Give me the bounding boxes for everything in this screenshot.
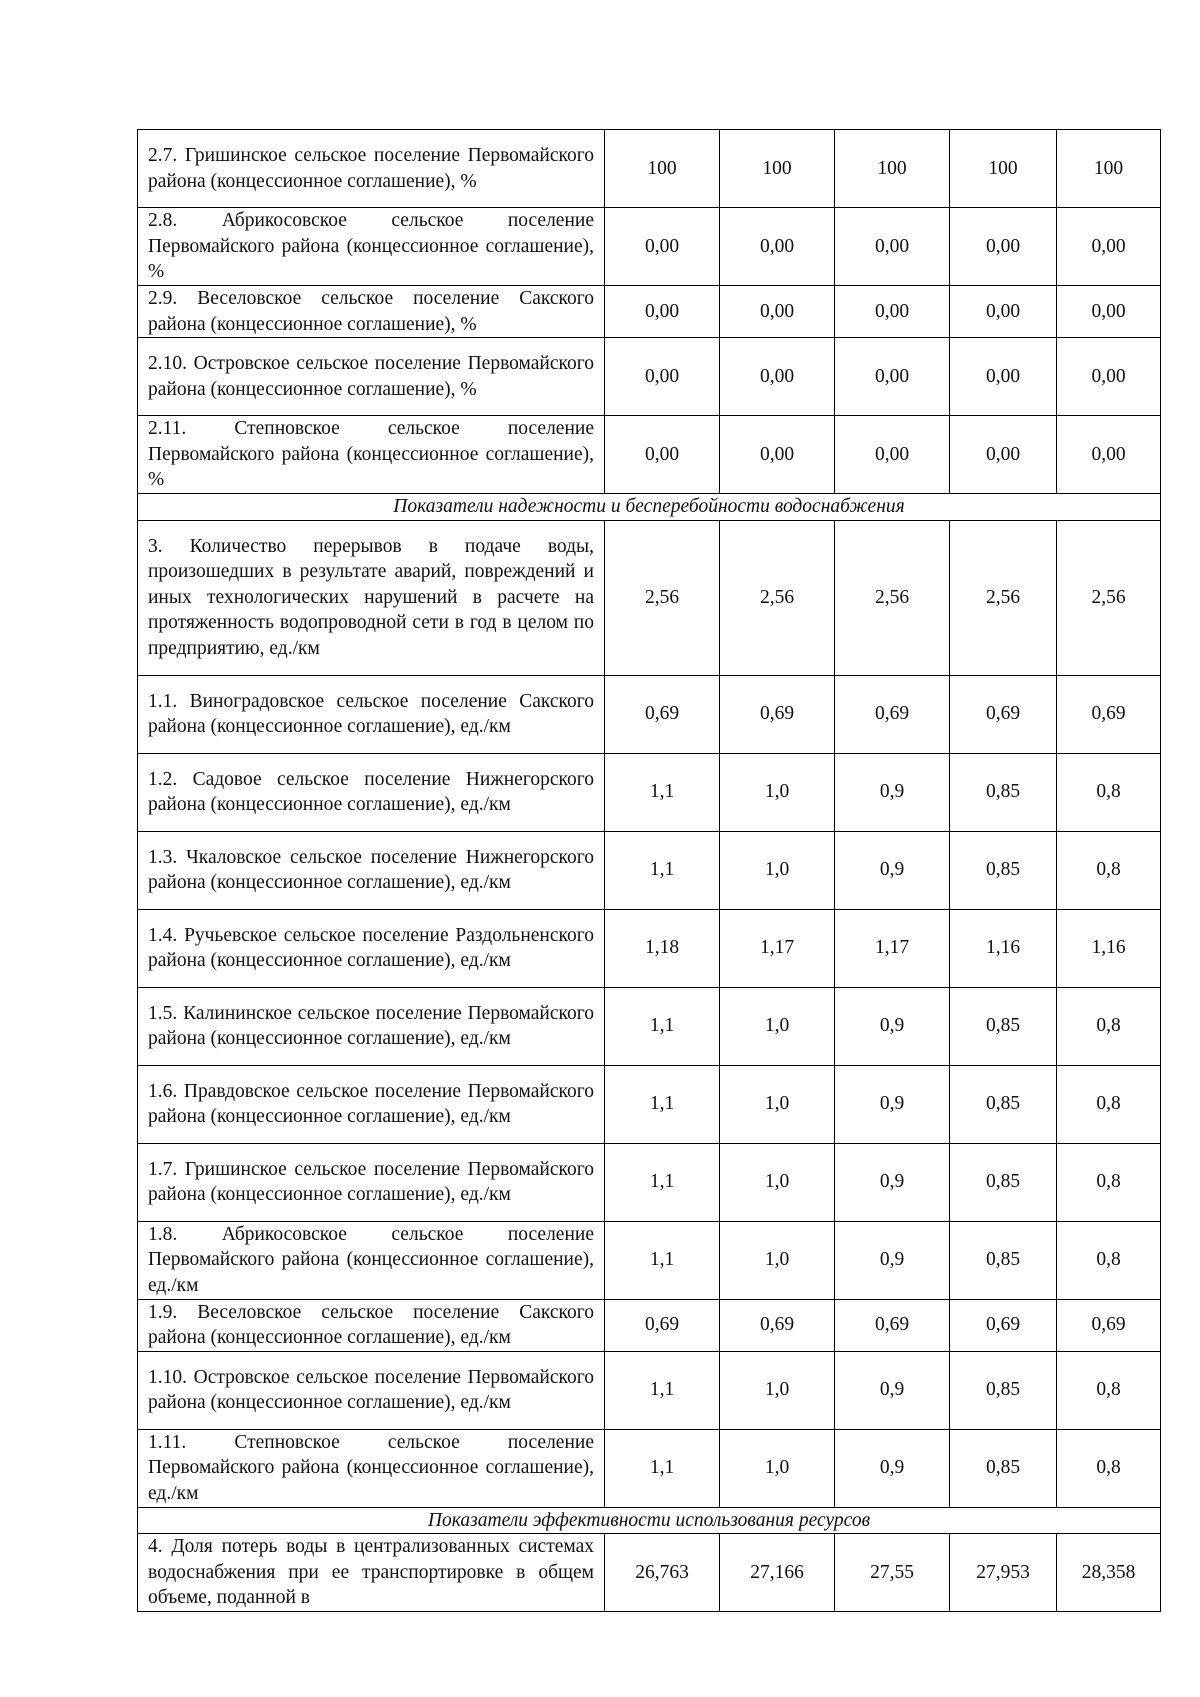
indicator-value-5: 1,16 [1057,909,1161,987]
indicator-value-4: 0,85 [950,1065,1057,1143]
indicator-value-3: 0,9 [835,1221,950,1299]
indicator-description: 2.10. Островское сельское поселение Первомайского района (концессионное соглашение), % [138,338,605,416]
indicators-table-body [138,130,1161,1612]
indicator-value-4: 0,00 [950,338,1057,416]
indicator-value-3: 0,00 [835,208,950,286]
indicator-value-1: 0,00 [605,416,720,494]
indicator-value-3: 0,00 [835,286,950,338]
table-row [138,416,1161,494]
indicator-value-2: 1,0 [720,753,835,831]
indicator-description: 1.3. Чкаловское сельское поселение Нижнегорского района (концессионное соглашение), ед./км [138,831,605,909]
indicator-description: 1.7. Гришинское сельское поселение Первомайского района (концессионное соглашение), ед./км [138,1143,605,1221]
indicator-value-5: 0,00 [1057,416,1161,494]
indicator-value-1: 1,1 [605,1221,720,1299]
indicator-value-3: 0,00 [835,416,950,494]
table-row [138,286,1161,338]
indicator-value-4: 27,953 [950,1534,1057,1612]
indicator-value-2: 2,56 [720,520,835,675]
indicator-value-2: 0,00 [720,208,835,286]
indicator-value-5: 0,8 [1057,1221,1161,1299]
table-row [138,1065,1161,1143]
indicator-value-5: 0,00 [1057,338,1161,416]
indicator-value-5: 0,69 [1057,675,1161,753]
indicator-value-4: 0,85 [950,1143,1057,1221]
indicator-value-1: 1,18 [605,909,720,987]
indicator-value-5: 100 [1057,130,1161,208]
indicators-table [137,129,1161,1612]
indicator-value-5: 2,56 [1057,520,1161,675]
indicator-description: 1.4. Ручьевское сельское поселение Раздольненского района (концессионное соглашение), ед./км [138,909,605,987]
table-row [138,1143,1161,1221]
indicator-value-3: 0,9 [835,1351,950,1429]
indicator-value-1: 0,69 [605,675,720,753]
table-row [138,130,1161,208]
indicator-value-5: 0,8 [1057,1065,1161,1143]
table-row [138,1429,1161,1507]
indicator-value-1: 26,763 [605,1534,720,1612]
indicator-value-2: 1,0 [720,1221,835,1299]
indicator-value-1: 1,1 [605,987,720,1065]
indicator-value-2: 0,69 [720,675,835,753]
indicator-value-3: 100 [835,130,950,208]
indicator-value-1: 0,00 [605,286,720,338]
table-row [138,1299,1161,1351]
indicator-value-2: 0,69 [720,1299,835,1351]
section-title: Показатели надежности и бесперебойности водоснабжения [138,494,1161,521]
indicator-value-2: 1,0 [720,1065,835,1143]
indicator-description: 2.9. Веселовское сельское поселение Сакского района (концессионное соглашение), % [138,286,605,338]
indicator-value-4: 0,85 [950,1429,1057,1507]
indicator-value-3: 0,9 [835,1065,950,1143]
indicator-value-3: 0,69 [835,1299,950,1351]
indicator-value-4: 0,85 [950,1221,1057,1299]
table-row [138,208,1161,286]
indicator-value-1: 1,1 [605,753,720,831]
table-row [138,1221,1161,1299]
indicator-description: 2.8. Абрикосовское сельское поселение Первомайского района (концессионное соглашение), % [138,208,605,286]
indicator-value-1: 2,56 [605,520,720,675]
indicator-value-3: 1,17 [835,909,950,987]
indicator-value-2: 0,00 [720,338,835,416]
indicator-value-5: 0,00 [1057,208,1161,286]
table-row [138,1534,1161,1612]
indicator-value-5: 0,69 [1057,1299,1161,1351]
table-row [138,520,1161,675]
indicator-value-3: 27,55 [835,1534,950,1612]
table-row [138,753,1161,831]
indicator-value-3: 0,9 [835,753,950,831]
table-row [138,987,1161,1065]
table-row [138,1351,1161,1429]
indicator-value-3: 0,9 [835,987,950,1065]
indicator-description: 4. Доля потерь воды в централизованных системах водоснабжения при ее транспортировке в общем объеме, поданной в [138,1534,605,1612]
indicator-value-3: 2,56 [835,520,950,675]
indicator-value-4: 0,69 [950,1299,1057,1351]
indicator-value-2: 100 [720,130,835,208]
indicator-description: 1.1. Виноградовское сельское поселение Сакского района (концессионное соглашение), ед./км [138,675,605,753]
indicator-value-3: 0,00 [835,338,950,416]
indicator-value-1: 100 [605,130,720,208]
indicator-value-4: 0,85 [950,831,1057,909]
table-row [138,831,1161,909]
indicator-value-2: 1,0 [720,1429,835,1507]
indicator-value-1: 1,1 [605,1429,720,1507]
indicator-value-2: 1,0 [720,1143,835,1221]
section-title: Показатели эффективности использования ресурсов [138,1507,1161,1534]
indicator-value-3: 0,9 [835,1143,950,1221]
indicator-value-1: 0,00 [605,208,720,286]
table-row [138,338,1161,416]
indicator-value-2: 0,00 [720,416,835,494]
table-row [138,675,1161,753]
indicator-value-2: 1,0 [720,987,835,1065]
indicator-description: 1.5. Калининское сельское поселение Первомайского района (концессионное соглашение), ед./км [138,987,605,1065]
indicator-value-2: 27,166 [720,1534,835,1612]
indicator-description: 3. Количество перерывов в подаче воды, произошедших в результате аварий, повреждений и иных технологических нарушений в расчете на протяженность водопроводной сети в год в целом по предприятию, ед./км [138,520,605,675]
indicator-description: 1.10. Островское сельское поселение Первомайского района (концессионное соглашение), ед./км [138,1351,605,1429]
indicator-value-2: 1,0 [720,831,835,909]
indicator-value-4: 0,85 [950,987,1057,1065]
indicator-value-5: 0,8 [1057,831,1161,909]
indicator-description: 1.8. Абрикосовское сельское поселение Первомайского района (концессионное соглашение), ед./км [138,1221,605,1299]
table-row [138,909,1161,987]
indicator-value-5: 0,8 [1057,753,1161,831]
indicator-value-4: 0,00 [950,416,1057,494]
indicator-value-4: 0,85 [950,1351,1057,1429]
indicator-value-4: 1,16 [950,909,1057,987]
indicator-value-5: 28,358 [1057,1534,1161,1612]
indicator-value-5: 0,8 [1057,1351,1161,1429]
indicator-value-1: 1,1 [605,831,720,909]
indicator-value-4: 2,56 [950,520,1057,675]
indicator-value-1: 0,00 [605,338,720,416]
indicator-value-2: 0,00 [720,286,835,338]
indicator-value-5: 0,00 [1057,286,1161,338]
indicator-value-3: 0,9 [835,1429,950,1507]
indicator-value-4: 0,00 [950,286,1057,338]
indicator-value-3: 0,69 [835,675,950,753]
indicator-value-4: 0,85 [950,753,1057,831]
indicator-value-1: 0,69 [605,1299,720,1351]
indicator-description: 2.7. Гришинское сельское поселение Первомайского района (концессионное соглашение), % [138,130,605,208]
indicator-value-1: 1,1 [605,1065,720,1143]
indicator-description: 1.9. Веселовское сельское поселение Сакского района (концессионное соглашение), ед./км [138,1299,605,1351]
indicator-value-3: 0,9 [835,831,950,909]
section-header-row [138,494,1161,521]
indicator-value-1: 1,1 [605,1351,720,1429]
indicator-value-1: 1,1 [605,1143,720,1221]
indicator-description: 1.11. Степновское сельское поселение Первомайского района (концессионное соглашение), ед./км [138,1429,605,1507]
section-header-row [138,1507,1161,1534]
indicator-description: 1.2. Садовое сельское поселение Нижнегорского района (концессионное соглашение), ед./км [138,753,605,831]
indicator-value-4: 0,69 [950,675,1057,753]
indicator-value-4: 0,00 [950,208,1057,286]
indicator-value-4: 100 [950,130,1057,208]
indicator-value-5: 0,8 [1057,1429,1161,1507]
indicator-value-5: 0,8 [1057,1143,1161,1221]
indicator-description: 1.6. Правдовское сельское поселение Первомайского района (концессионное соглашение), ед./км [138,1065,605,1143]
indicator-description: 2.11. Степновское сельское поселение Первомайского района (концессионное соглашение), % [138,416,605,494]
indicator-value-5: 0,8 [1057,987,1161,1065]
indicator-value-2: 1,17 [720,909,835,987]
indicator-value-2: 1,0 [720,1351,835,1429]
